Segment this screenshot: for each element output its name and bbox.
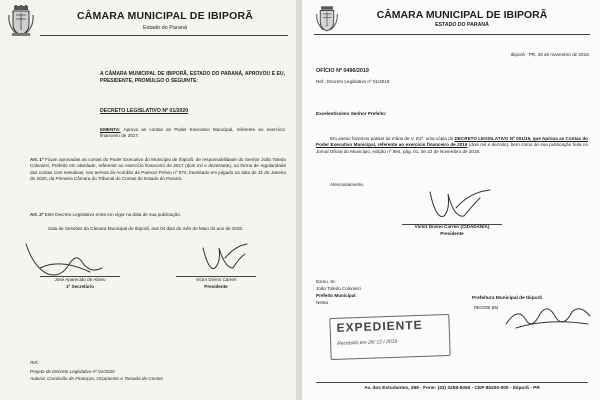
- closing: Atenciosamente,: [330, 182, 365, 187]
- decree-document-page: [0, 0, 296, 400]
- receipt-stamp-label: RECEBI EM: [474, 305, 499, 310]
- secretary-name: José Aparecido de Abreu: [54, 277, 106, 282]
- ementa-label: EMENTA:: [100, 127, 121, 132]
- receipt-stamp-title: Prefeitura Municipal de Ibiporã: [472, 296, 543, 301]
- closing-paragraph: Sala de Sessões da Câmara Municipal de Ibiporã, aos 04 dias do mês de Maio do ano de 2020.: [48, 226, 244, 231]
- article-2: [30, 212, 286, 218]
- reference-line: Ref.: Decreto Legislativo nº 01/2019: [316, 79, 390, 84]
- article-1-label: Art. 1º: [30, 157, 44, 162]
- coat-of-arms-icon: [8, 5, 34, 37]
- ementa: [100, 127, 285, 140]
- intro-paragraph: A CÂMARA MUNICIPAL DE IBIPORÃ, ESTADO DO PARANÁ, APROVOU E EU, PRESIDENTE, PROMULGO O SEGUINTE:: [100, 71, 285, 84]
- secretary-signature: [20, 238, 120, 280]
- date-line: Ibiporã - PR, 26 de novembro de 2019.: [510, 52, 590, 57]
- reference-label: Ref.:: [30, 360, 40, 365]
- article-2-text: Este Decreto Legislativo entra em vigor na data de sua publicação.: [44, 212, 182, 217]
- recipient-salutation: Exmo. Sr.: [316, 279, 336, 284]
- ementa-text: Aprova as contas do Poder Executivo Municipal, referente ao exercício financeiro de 2017.: [100, 127, 285, 139]
- page-title: CÂMARA MUNICIPAL DE IBIPORÃ: [376, 9, 548, 21]
- page-subtitle: ESTADO DO PARANÁ: [435, 22, 489, 28]
- body-text-details: (dois mil e dezoito), bem como de sua publicação feita no Jornal Oficial do Município, edição nº 994, pág. 01, de 22 de Novembro de 2019.: [316, 142, 588, 154]
- president-signature: [420, 184, 500, 226]
- recipient-name: João Toledo Coloniezi: [316, 286, 361, 291]
- decree-title: DECRETO LEGISLATIVO Nº 01/2020: [100, 108, 189, 114]
- body-text-decree: DECRETO LEGISLATIVO Nº 001/19, que Aprova as Contas do Poder Executivo Municipal, referente ao exercício financeiro de 2016: [316, 136, 588, 148]
- salutation: Excelentíssimo Senhor Prefeito:: [316, 111, 387, 116]
- receipt-signature: [502, 300, 594, 332]
- footer-divider: [316, 382, 588, 383]
- expediente-stamp-date: Recebido em 26/ 12 / 2019: [337, 338, 398, 347]
- secretary-role: 1º Secretário: [66, 284, 94, 289]
- coat-of-arms-icon: [316, 5, 338, 33]
- signer-name: Victor Divino Carreri (CIDADANIA): [414, 224, 490, 229]
- expediente-stamp-title: EXPEDIENTE: [336, 317, 423, 335]
- reference-line-1: Projeto de Decreto Legislativo nº 01/2020: [30, 369, 115, 374]
- page-title: CÂMARA MUNICIPAL DE IBIPORÃ: [76, 10, 254, 22]
- reference-line-2: Autoria: Comissão de Finanças, Orçamento e Tomada de Contas: [30, 376, 163, 381]
- president-name: Victor Divino Carreri: [195, 277, 237, 282]
- recipient-location: Nesta: [316, 300, 329, 305]
- footer-address: Av. dos Estudantes, 299 - Fone: (43) 3258-8450 - CEP 86200-000 - Ibiporã - PR: [364, 386, 540, 391]
- body-text-intro: Em anexo fazemos passar às mãos de V. Exª. uma cópia do: [330, 136, 455, 141]
- signer-role: Presidente: [440, 231, 464, 236]
- expediente-stamp: [329, 314, 450, 360]
- president-signature: [195, 238, 255, 278]
- president-role: Presidente: [204, 284, 228, 289]
- body-paragraph: [316, 136, 588, 155]
- oficio-document-page: [302, 0, 600, 400]
- article-2-label: Art. 2º: [30, 212, 44, 217]
- article-1: [30, 157, 286, 183]
- page-subtitle: Estado do Paraná: [142, 25, 188, 31]
- header-divider: [314, 34, 590, 35]
- header-divider: [40, 35, 288, 36]
- oficio-number: OFÍCIO Nº 0496/2019: [316, 68, 369, 74]
- article-1-text: Ficam aprovadas as contas do Poder Executivo do Município de Ibiporã, de responsabilidade do Senhor João Toledo Coloniezi, Prefeito em atividade, referente ao exercício financeiro de 2017 (dois mil e dezessete), na forma de regularidade das contas com ressalvas, nos termos do Acórdão de Parecer Prévio nº 574, transitado em julgado na data de 31 de Janeiro de 2020, da Primeira Câmara do Tribunal de Contas do Estado do Paraná.: [30, 157, 287, 182]
- recipient-title: Prefeito Municipal: [316, 293, 356, 298]
